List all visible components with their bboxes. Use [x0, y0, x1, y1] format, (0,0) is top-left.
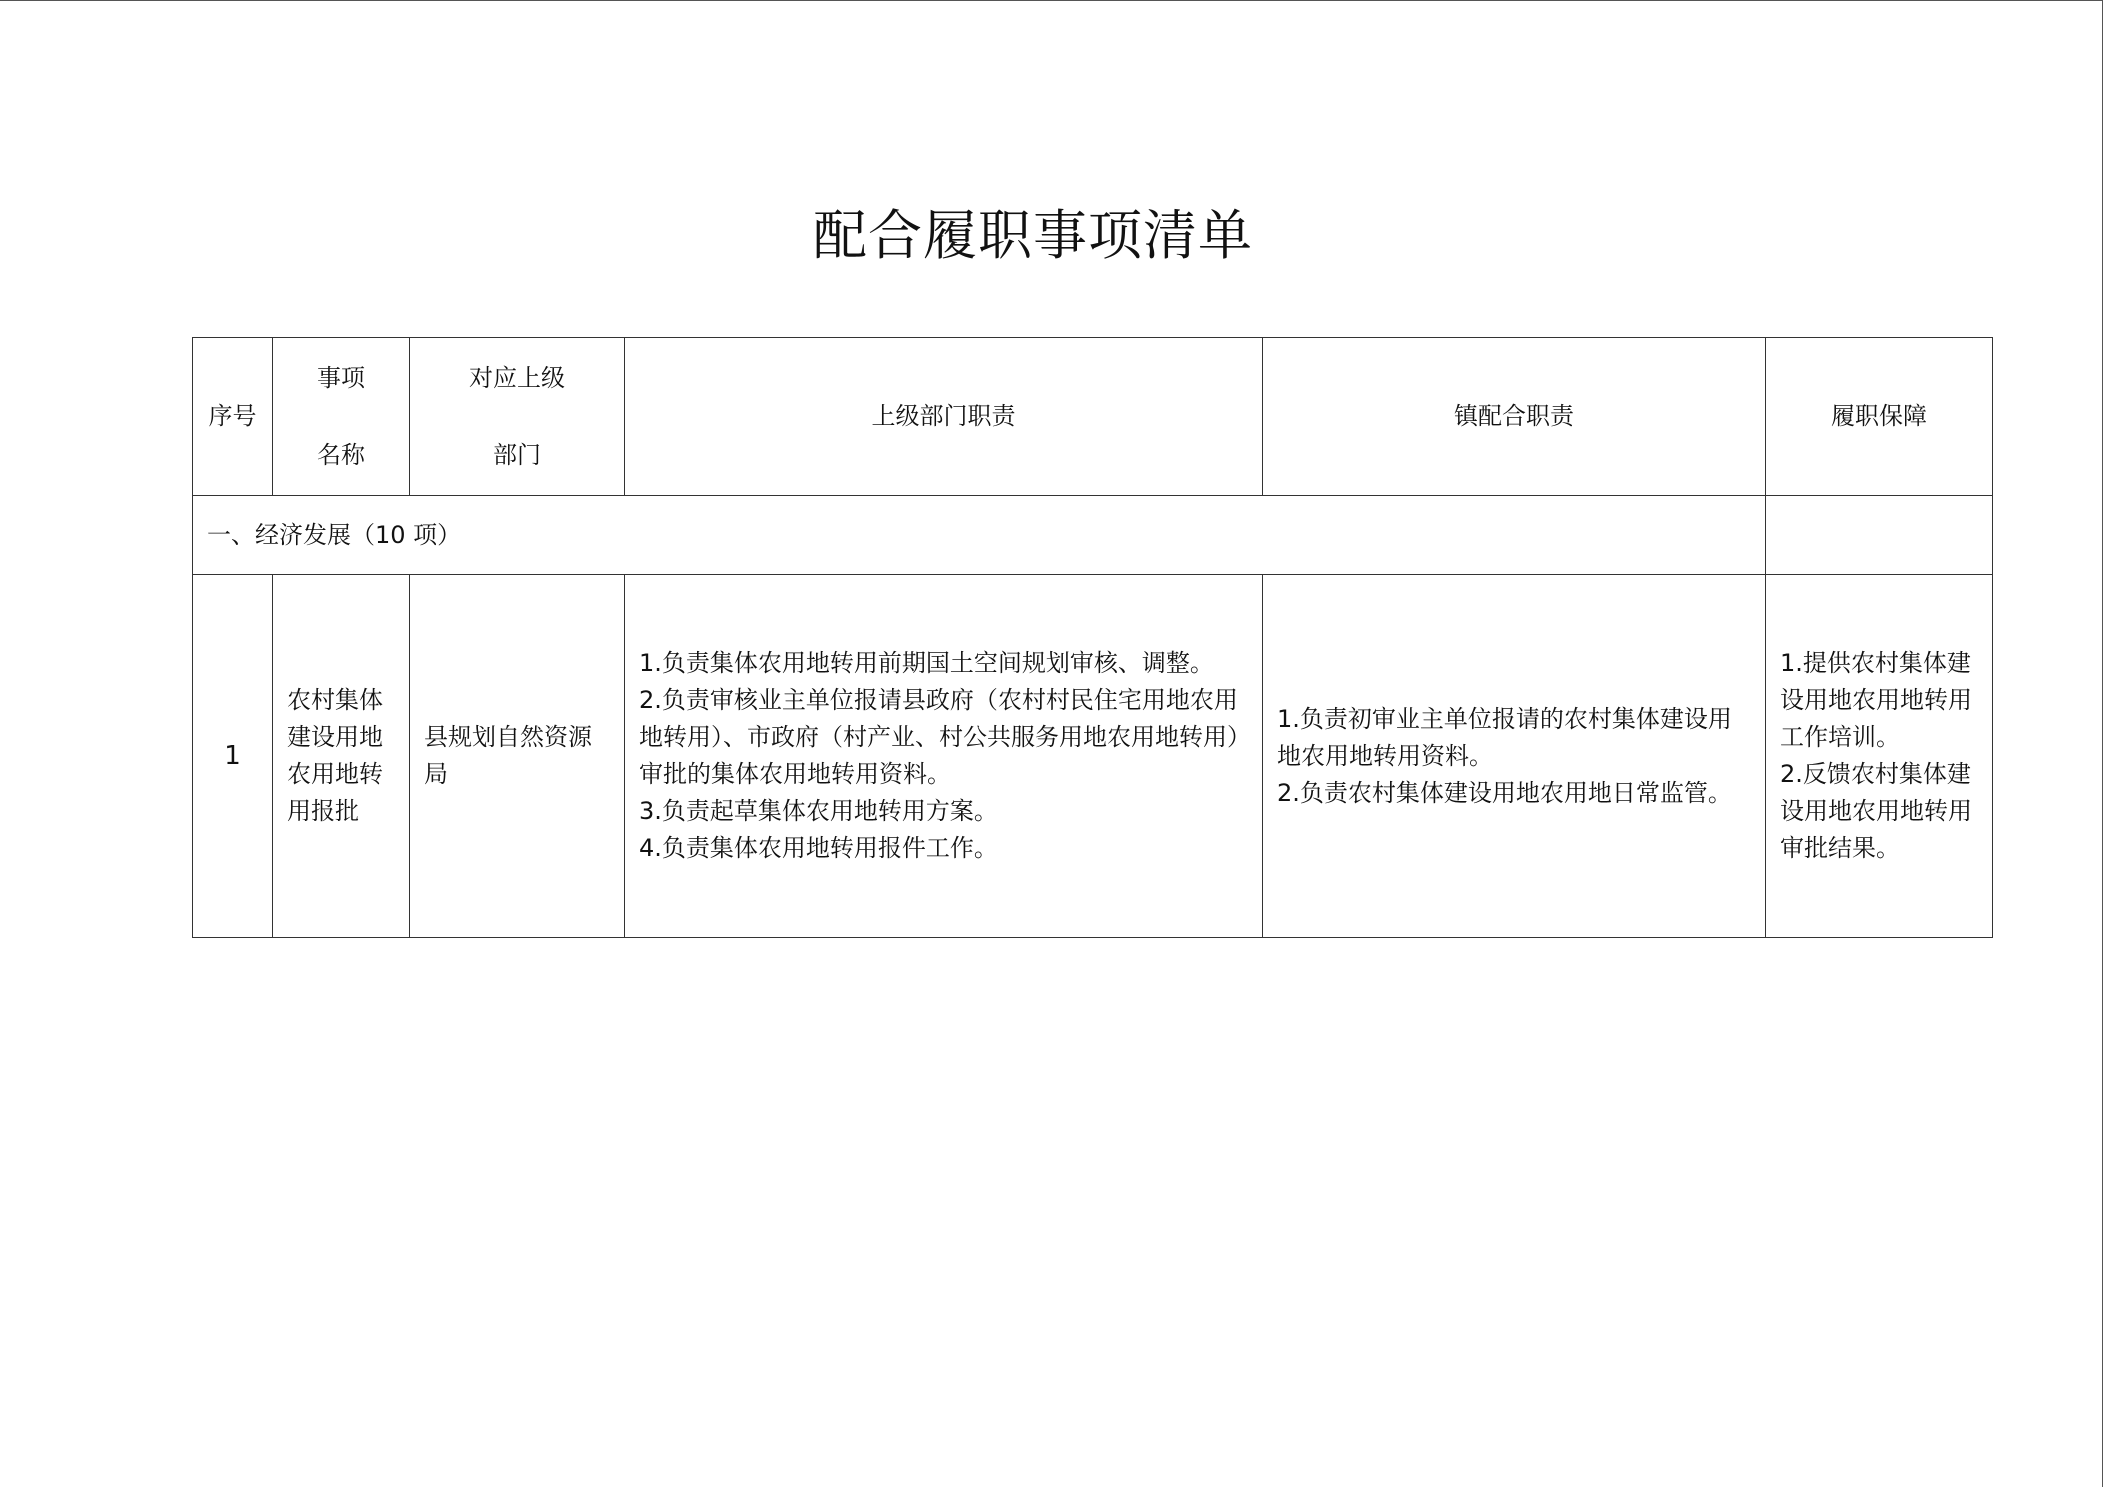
section-row — [193, 496, 1993, 575]
header-upper-duty: 上级部门职责 — [625, 338, 1263, 496]
row-dept: 县规划自然资源局 — [410, 575, 625, 938]
upper-duty-item: 4.负责集体农用地转用报件工作。 — [639, 834, 998, 862]
upper-duty-item: 3.负责起草集体农用地转用方案。 — [639, 797, 998, 825]
header-town-duty: 镇配合职责 — [1263, 338, 1766, 496]
header-dept — [410, 338, 625, 496]
header-dept-line1: 对应上级 — [469, 363, 565, 392]
table-row — [193, 575, 1993, 938]
header-item-name — [273, 338, 410, 496]
header-seq: 序号 — [193, 338, 273, 496]
row-upper-duty — [625, 575, 1263, 938]
header-item-name-line2: 名称 — [317, 440, 365, 469]
row-guarantee — [1766, 575, 1993, 938]
row-seq: 1 — [193, 575, 273, 938]
header-guarantee: 履职保障 — [1766, 338, 1993, 496]
guarantee-item: 1.提供农村集体建设用地农用地转用工作培训。 — [1780, 649, 1972, 751]
section-label: 一、经济发展（10 项） — [193, 496, 1766, 575]
header-item-name-line1: 事项 — [317, 363, 365, 392]
town-duty-item: 1.负责初审业主单位报请的农村集体建设用地农用地转用资料。 — [1277, 704, 1732, 770]
upper-duty-item: 2.负责审核业主单位报请县政府（农村村民住宅用地农用地转用）、市政府（村产业、村公共服务用地农用地转用）审批的集体农用地转用资料。 — [639, 686, 1239, 788]
guarantee-item: 2.反馈农村集体建设用地农用地转用审批结果。 — [1780, 760, 1972, 862]
town-duty-item: 2.负责农村集体建设用地农用地日常监管。 — [1277, 778, 1732, 807]
document-title: 配合履职事项清单 — [813, 204, 1253, 267]
table-header-row — [193, 338, 1993, 496]
duty-list-table — [192, 337, 1993, 938]
section-empty-cell — [1766, 496, 1993, 575]
header-dept-line2: 部门 — [493, 440, 541, 469]
row-item-name: 农村集体建设用地农用地转用报批 — [273, 575, 410, 938]
upper-duty-item: 1.负责集体农用地转用前期国土空间规划审核、调整。 — [639, 649, 1214, 677]
row-town-duty — [1263, 575, 1766, 938]
